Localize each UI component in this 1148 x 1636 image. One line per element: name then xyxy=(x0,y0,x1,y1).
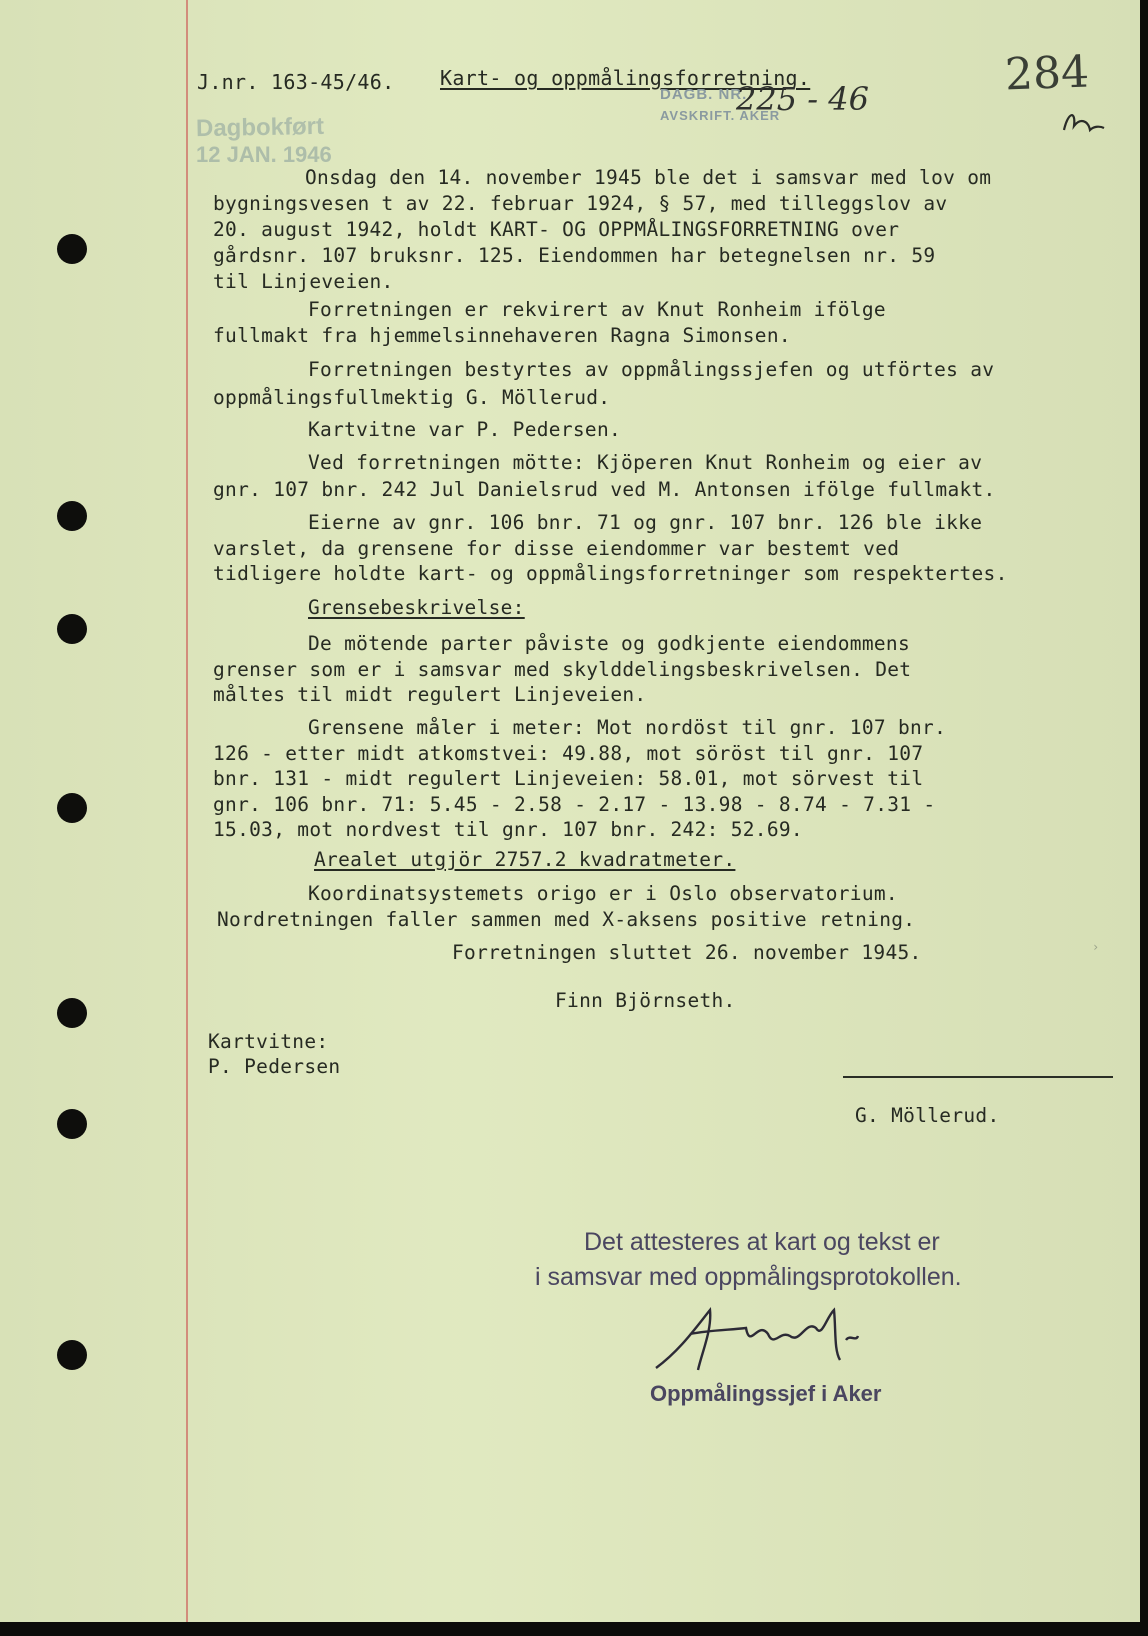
binder-hole xyxy=(57,1340,87,1370)
text-line: til Linjeveien. xyxy=(213,270,394,293)
text-line: måltes til midt regulert Linjeveien. xyxy=(213,683,647,706)
text-line: tidligere holdte kart- og oppmålingsforretninger som respektertes. xyxy=(213,562,1008,585)
edge-mark: › xyxy=(1092,940,1100,954)
logged-date-stamp: 12 JAN. 1946 xyxy=(196,142,332,167)
text-line: Forretningen bestyrtes av oppmålingssjefen og utförtes av xyxy=(308,358,995,381)
text-line: 20. august 1942, holdt KART- OG OPPMÅLINGSFORRETNING over xyxy=(213,218,900,241)
journal-number: J.nr. 163-45/46. xyxy=(197,70,395,94)
text-line: fullmakt fra hjemmelsinnehaveren Ragna Simonsen. xyxy=(213,324,791,347)
binder-hole xyxy=(57,1109,87,1139)
handwritten-signature xyxy=(650,1290,890,1380)
text-line: Kartvitne var P. Pedersen. xyxy=(308,418,622,441)
certification-line: i samsvar med oppmålingsprotokollen. xyxy=(535,1263,962,1291)
binder-hole xyxy=(57,234,87,264)
initials-mark-icon xyxy=(1060,108,1106,140)
text-line: Grensene måler i meter: Mot nordöst til gnr. 107 bnr. xyxy=(308,716,947,739)
witness-name: P. Pedersen xyxy=(208,1055,341,1078)
margin-rule xyxy=(186,0,188,1622)
closing-line: Forretningen sluttet 26. november 1945. xyxy=(452,941,922,964)
document-title: Kart- og oppmålingsforretning. xyxy=(440,66,811,90)
date-stamp-handwritten: 225 - 46 xyxy=(736,80,869,118)
witness-label: Kartvitne: xyxy=(208,1030,329,1053)
text-line: Forretningen er rekvirert av Knut Ronheim ifölge xyxy=(308,298,886,321)
signer-name: Finn Björnseth. xyxy=(555,989,736,1012)
binder-hole xyxy=(57,998,87,1028)
binder-hole xyxy=(57,614,87,644)
logged-stamp: Dagbokført xyxy=(195,112,325,143)
text-line: Ved forretningen mötte: Kjöperen Knut Ronheim og eier av xyxy=(308,451,983,474)
binder-hole xyxy=(57,793,87,823)
text-line: bnr. 131 - midt regulert Linjeveien: 58.01, mot sörvest til xyxy=(213,767,924,790)
text-line: Nordretningen faller sammen med X-aksens positive retning. xyxy=(217,908,916,931)
certification-line: Det attesteres at kart og tekst er xyxy=(584,1228,940,1256)
binder-hole xyxy=(57,501,87,531)
text-line: De mötende parter påviste og godkjente eiendommens xyxy=(308,632,910,655)
text-line: Onsdag den 14. november 1945 ble det i samsvar med lov om xyxy=(305,166,992,189)
area-statement: Arealet utgjör 2757.2 kvadratmeter. xyxy=(314,848,736,871)
surveyor-name: G. Möllerud. xyxy=(855,1104,1000,1127)
text-line: gnr. 106 bnr. 71: 5.45 - 2.58 - 2.17 - 13.98 - 8.74 - 7.31 - xyxy=(213,793,936,816)
section-heading: Grensebeskrivelse: xyxy=(308,596,525,619)
office-stamp: AVSKRIFT. AKER xyxy=(660,108,781,123)
signature-line xyxy=(843,1076,1113,1078)
certification-title: Oppmålingssjef i Aker xyxy=(650,1381,882,1406)
text-line: varslet, da grensene for disse eiendommer var bestemt ved xyxy=(213,537,900,560)
text-line: oppmålingsfullmektig G. Möllerud. xyxy=(213,386,611,409)
page-number: 284 xyxy=(1004,46,1090,101)
text-line: Koordinatsystemets origo er i Oslo observatorium. xyxy=(308,882,898,905)
text-line: 126 - etter midt atkomstvei: 49.88, mot söröst til gnr. 107 xyxy=(213,742,924,765)
date-stamp: DAGB. NR. xyxy=(660,86,748,103)
text-line: 15.03, mot nordvest til gnr. 107 bnr. 242: 52.69. xyxy=(213,818,803,841)
text-line: grenser som er i samsvar med skylddelingsbeskrivelsen. Det xyxy=(213,658,912,681)
text-line: Eierne av gnr. 106 bnr. 71 og gnr. 107 bnr. 126 ble ikke xyxy=(308,511,983,534)
text-line: gårdsnr. 107 bruksnr. 125. Eiendommen har betegnelsen nr. 59 xyxy=(213,244,936,267)
text-line: gnr. 107 bnr. 242 Jul Danielsrud ved M. Antonsen ifölge fullmakt. xyxy=(213,478,996,501)
text-line: bygningsvesen t av 22. februar 1924, § 57, med tilleggslov av xyxy=(213,192,948,215)
